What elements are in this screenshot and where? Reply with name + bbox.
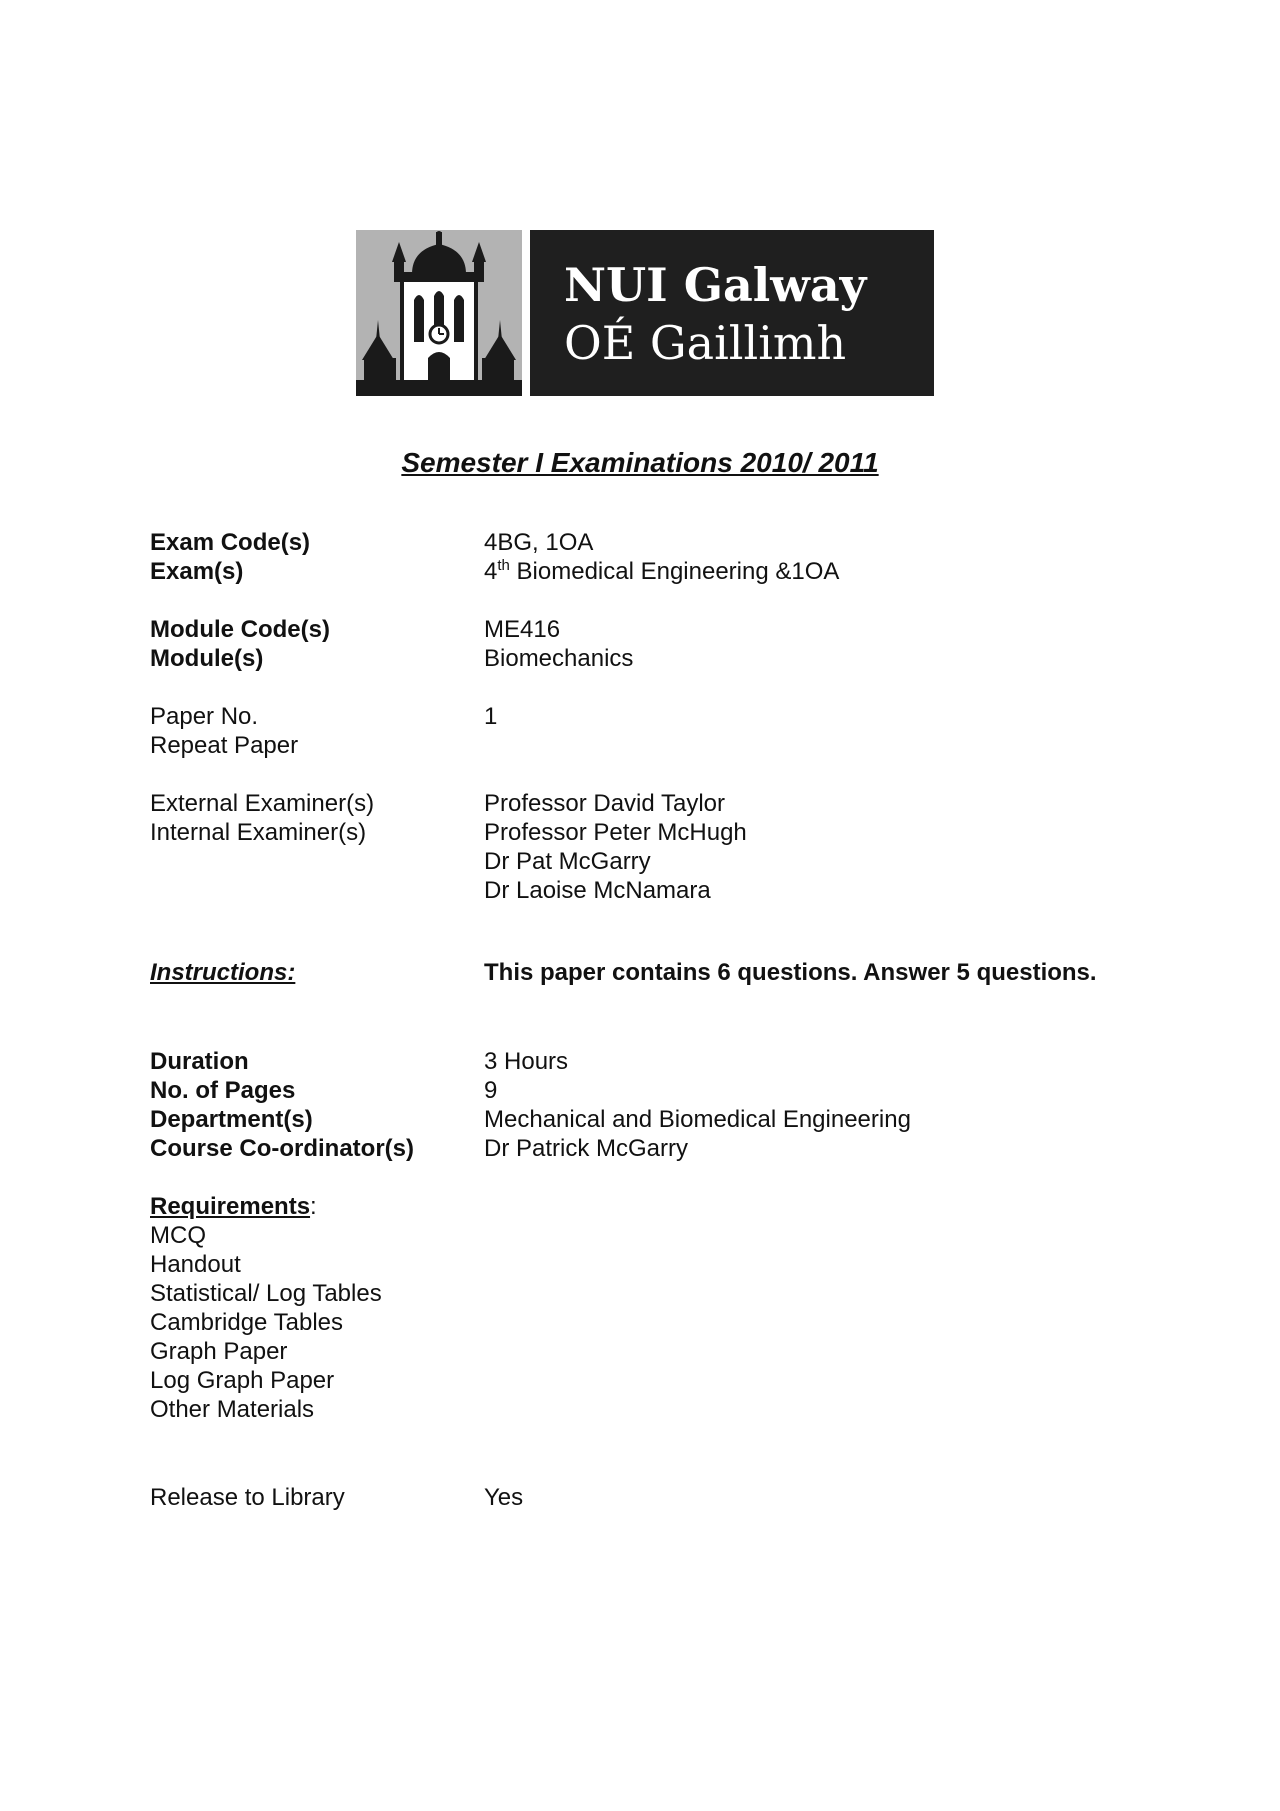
instructions-value: This paper contains 6 questions. Answer 5 questions. — [484, 959, 1097, 986]
release-to-library-value: Yes — [484, 1484, 524, 1511]
requirement-item-label: Statistical/ Log Tables — [150, 1280, 382, 1307]
course-coordinators-value: Dr Patrick McGarry — [484, 1135, 688, 1162]
departments-value: Mechanical and Biomedical Engineering — [484, 1106, 911, 1133]
exams-value-number: 4 — [484, 558, 498, 585]
logo-line-english: NUI Galway — [564, 258, 867, 312]
course-coordinators-label: Course Co-ordinator(s) — [150, 1135, 414, 1162]
exams-value-ordinal: th — [497, 557, 510, 574]
requirement-item-label: Other Materials — [150, 1396, 315, 1423]
exam-codes-label: Exam Code(s) — [150, 529, 311, 556]
instructions-label: Instructions: — [150, 959, 296, 986]
logo-wordmark — [530, 230, 934, 396]
no-of-pages-value: 9 — [484, 1077, 498, 1104]
requirement-item-label: Handout — [150, 1251, 241, 1278]
external-examiners-value: Professor David Taylor — [484, 790, 725, 817]
logo-line-irish: OÉ Gaillimh — [564, 316, 847, 370]
requirement-item-label: Cambridge Tables — [150, 1309, 343, 1336]
requirement-item-label: Graph Paper — [150, 1338, 288, 1365]
external-examiners-label: External Examiner(s) — [150, 790, 375, 817]
departments-label: Department(s) — [150, 1106, 313, 1133]
university-logo — [356, 230, 934, 396]
paper-no-value: 1 — [484, 703, 498, 730]
exam-codes-value: 4BG, 1OA — [484, 529, 594, 556]
modules-label: Module(s) — [150, 645, 264, 672]
page-title: Semester I Examinations 2010/ 2011 — [401, 447, 879, 478]
module-codes-value: ME416 — [484, 616, 561, 643]
paper-no-label: Paper No. — [150, 703, 259, 730]
requirement-item-label: MCQ — [150, 1222, 206, 1249]
exams-value-text: Biomedical Engineering &1OA — [509, 558, 840, 585]
no-of-pages-label: No. of Pages — [150, 1077, 296, 1104]
requirements-label: Requirements — [150, 1193, 311, 1220]
internal-examiner: Professor Peter McHugh — [484, 819, 747, 846]
internal-examiners-label: Internal Examiner(s) — [150, 819, 367, 846]
clock-tower-crest-icon — [356, 230, 522, 396]
exams-label: Exam(s) — [150, 558, 244, 585]
requirement-item-label: Log Graph Paper — [150, 1367, 335, 1394]
requirements-colon: : — [310, 1193, 317, 1220]
modules-value: Biomechanics — [484, 645, 634, 672]
internal-examiner: Dr Pat McGarry — [484, 848, 651, 875]
internal-examiner: Dr Laoise McNamara — [484, 877, 711, 904]
repeat-paper-label: Repeat Paper — [150, 732, 299, 759]
release-to-library-label: Release to Library — [150, 1484, 345, 1511]
duration-label: Duration — [150, 1048, 249, 1075]
requirements-label-wrap — [150, 1192, 317, 1221]
exams-value — [484, 557, 839, 586]
duration-value: 3 Hours — [484, 1048, 569, 1075]
module-codes-label: Module Code(s) — [150, 616, 330, 643]
